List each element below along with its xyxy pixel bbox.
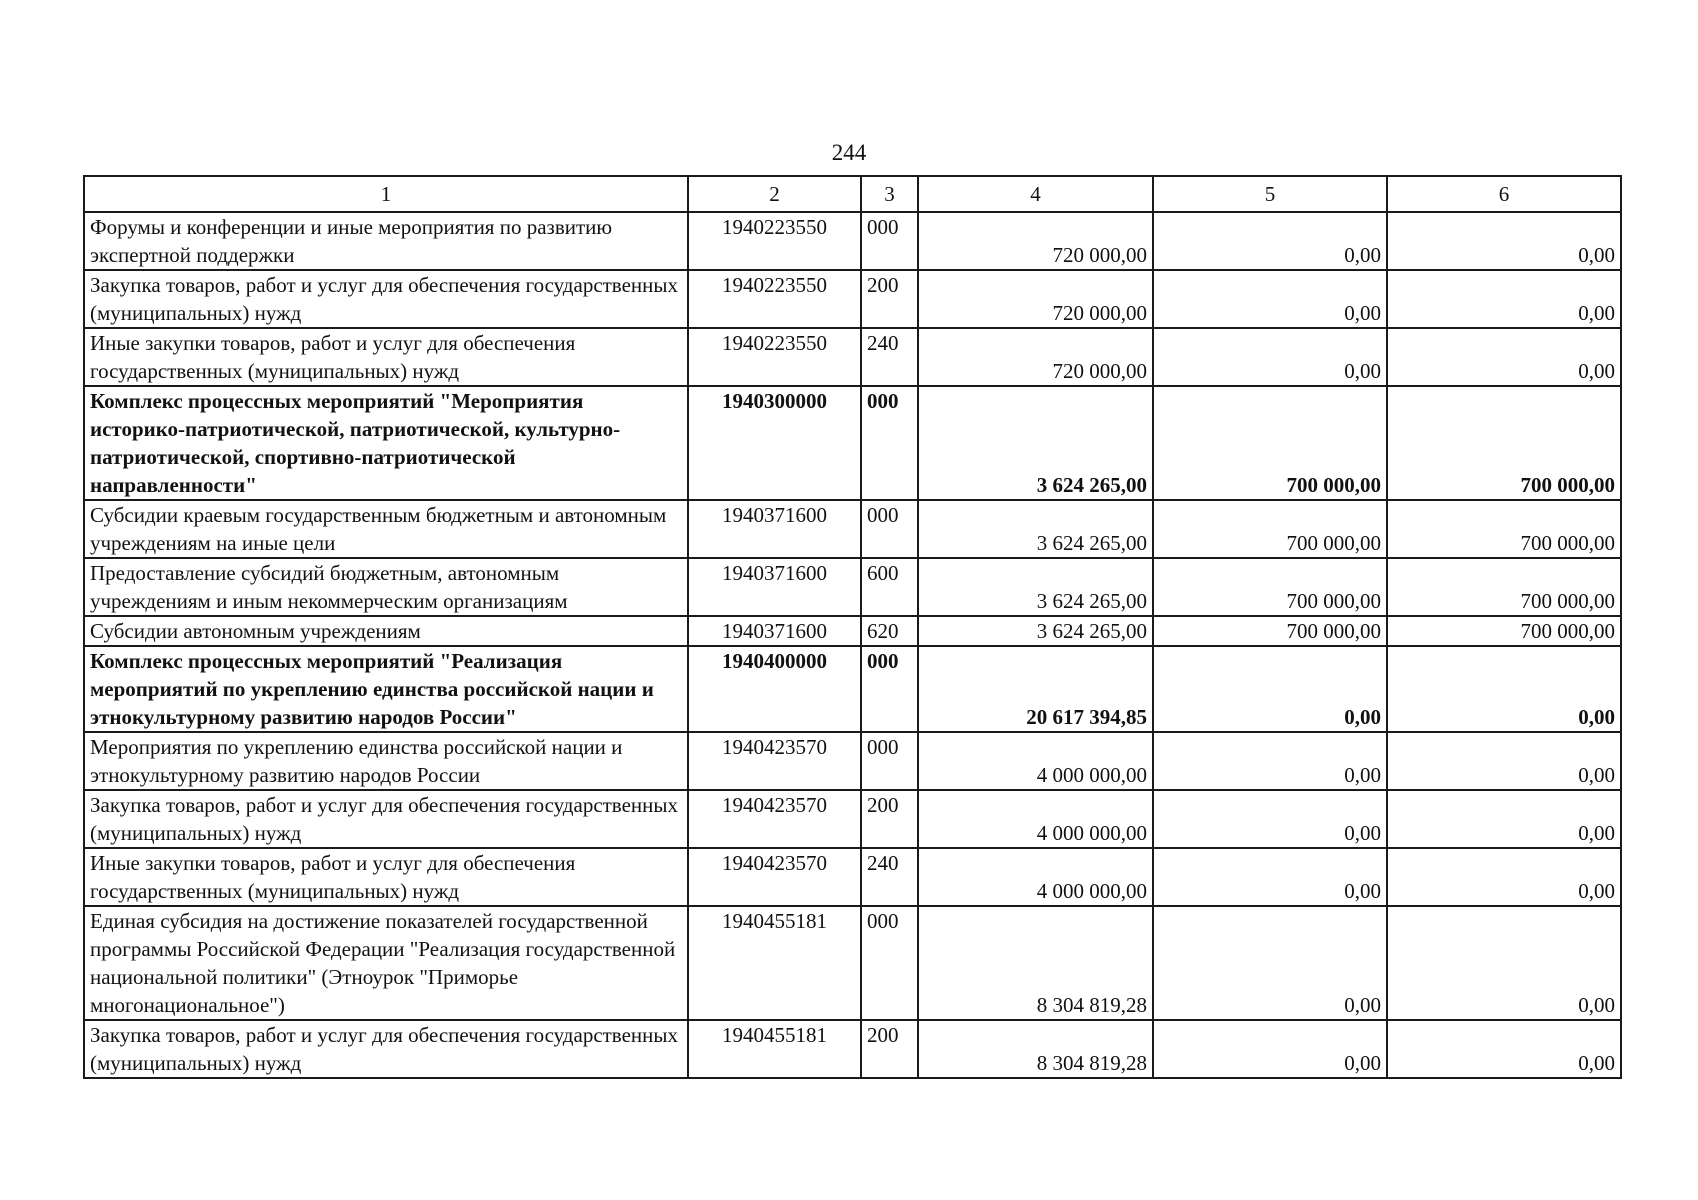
target-code: 1940455181 [688,906,861,1020]
target-code: 1940423570 [688,848,861,906]
budget-table [83,175,1622,1079]
target-code: 1940371600 [688,558,861,616]
expense-type: 200 [861,1020,918,1078]
table-row [84,386,1621,500]
amount-col-4: 3 624 265,00 [918,558,1153,616]
expense-type: 000 [861,500,918,558]
column-header-2: 2 [688,176,861,212]
amount-col-4: 720 000,00 [918,270,1153,328]
amount-col-6: 700 000,00 [1387,616,1621,646]
item-name: Закупка товаров, работ и услуг для обеспечения государственных (муниципальных) нужд [84,790,688,848]
amount-col-6: 0,00 [1387,270,1621,328]
expense-type: 200 [861,790,918,848]
amount-col-6: 700 000,00 [1387,558,1621,616]
amount-col-6: 700 000,00 [1387,386,1621,500]
expense-type: 000 [861,906,918,1020]
column-header-5: 5 [1153,176,1387,212]
table-row [84,270,1621,328]
item-name: Единая субсидия на достижение показателей государственной программы Российской Федерации "Реализация государственной национальной политики" (Этноурок "Приморье многонациональное") [84,906,688,1020]
table-row [84,558,1621,616]
amount-col-5: 0,00 [1153,646,1387,732]
amount-col-4: 4 000 000,00 [918,790,1153,848]
amount-col-5: 700 000,00 [1153,386,1387,500]
column-header-6: 6 [1387,176,1621,212]
table-row [84,790,1621,848]
amount-col-4: 8 304 819,28 [918,1020,1153,1078]
header-row [84,176,1621,212]
amount-col-4: 20 617 394,85 [918,646,1153,732]
table-header [84,176,1621,212]
item-name: Предоставление субсидий бюджетным, автономным учреждениям и иным некоммерческим организациям [84,558,688,616]
item-name: Комплекс процессных мероприятий "Реализация мероприятий по укреплению единства российской нации и этнокультурному развитию народов России" [84,646,688,732]
amount-col-6: 0,00 [1387,848,1621,906]
target-code: 1940455181 [688,1020,861,1078]
amount-col-5: 0,00 [1153,270,1387,328]
item-name: Субсидии автономным учреждениям [84,616,688,646]
amount-col-5: 0,00 [1153,790,1387,848]
expense-type: 240 [861,328,918,386]
column-header-3: 3 [861,176,918,212]
item-name: Мероприятия по укреплению единства российской нации и этнокультурному развитию народов России [84,732,688,790]
amount-col-4: 8 304 819,28 [918,906,1153,1020]
table-row [84,732,1621,790]
amount-col-6: 700 000,00 [1387,500,1621,558]
table-row [84,646,1621,732]
amount-col-5: 0,00 [1153,848,1387,906]
target-code: 1940223550 [688,270,861,328]
target-code: 1940223550 [688,328,861,386]
amount-col-4: 3 624 265,00 [918,386,1153,500]
amount-col-6: 0,00 [1387,906,1621,1020]
amount-col-4: 4 000 000,00 [918,732,1153,790]
target-code: 1940423570 [688,790,861,848]
amount-col-5: 700 000,00 [1153,500,1387,558]
expense-type: 620 [861,616,918,646]
table-row [84,906,1621,1020]
table-row [84,212,1621,270]
item-name: Форумы и конференции и иные мероприятия по развитию экспертной поддержки [84,212,688,270]
amount-col-6: 0,00 [1387,790,1621,848]
item-name: Закупка товаров, работ и услуг для обеспечения государственных (муниципальных) нужд [84,270,688,328]
target-code: 1940371600 [688,500,861,558]
amount-col-4: 3 624 265,00 [918,616,1153,646]
expense-type: 000 [861,212,918,270]
item-name: Иные закупки товаров, работ и услуг для обеспечения государственных (муниципальных) нужд [84,328,688,386]
expense-type: 200 [861,270,918,328]
amount-col-4: 3 624 265,00 [918,500,1153,558]
amount-col-6: 0,00 [1387,732,1621,790]
target-code: 1940423570 [688,732,861,790]
column-header-1: 1 [84,176,688,212]
expense-type: 600 [861,558,918,616]
amount-col-4: 4 000 000,00 [918,848,1153,906]
table-row [84,1020,1621,1078]
table-row [84,328,1621,386]
expense-type: 240 [861,848,918,906]
amount-col-5: 0,00 [1153,906,1387,1020]
item-name: Субсидии краевым государственным бюджетным и автономным учреждениям на иные цели [84,500,688,558]
expense-type: 000 [861,732,918,790]
target-code: 1940223550 [688,212,861,270]
expense-type: 000 [861,386,918,500]
page-number: 244 [831,140,867,165]
amount-col-6: 0,00 [1387,646,1621,732]
expense-type: 000 [861,646,918,732]
amount-col-6: 0,00 [1387,328,1621,386]
amount-col-5: 700 000,00 [1153,558,1387,616]
amount-col-6: 0,00 [1387,1020,1621,1078]
table-row [84,848,1621,906]
target-code: 1940371600 [688,616,861,646]
amount-col-5: 0,00 [1153,1020,1387,1078]
amount-col-6: 0,00 [1387,212,1621,270]
item-name: Комплекс процессных мероприятий "Мероприятия историко-патриотической, патриотической, культурно-патриотической, спортивно-патриотической направленности" [84,386,688,500]
table-row [84,500,1621,558]
amount-col-5: 0,00 [1153,212,1387,270]
amount-col-4: 720 000,00 [918,328,1153,386]
amount-col-4: 720 000,00 [918,212,1153,270]
amount-col-5: 0,00 [1153,328,1387,386]
item-name: Закупка товаров, работ и услуг для обеспечения государственных (муниципальных) нужд [84,1020,688,1078]
item-name: Иные закупки товаров, работ и услуг для обеспечения государственных (муниципальных) нужд [84,848,688,906]
amount-col-5: 0,00 [1153,732,1387,790]
target-code: 1940300000 [688,386,861,500]
amount-col-5: 700 000,00 [1153,616,1387,646]
target-code: 1940400000 [688,646,861,732]
table-row [84,616,1621,646]
column-header-4: 4 [918,176,1153,212]
table-body [84,212,1621,1078]
